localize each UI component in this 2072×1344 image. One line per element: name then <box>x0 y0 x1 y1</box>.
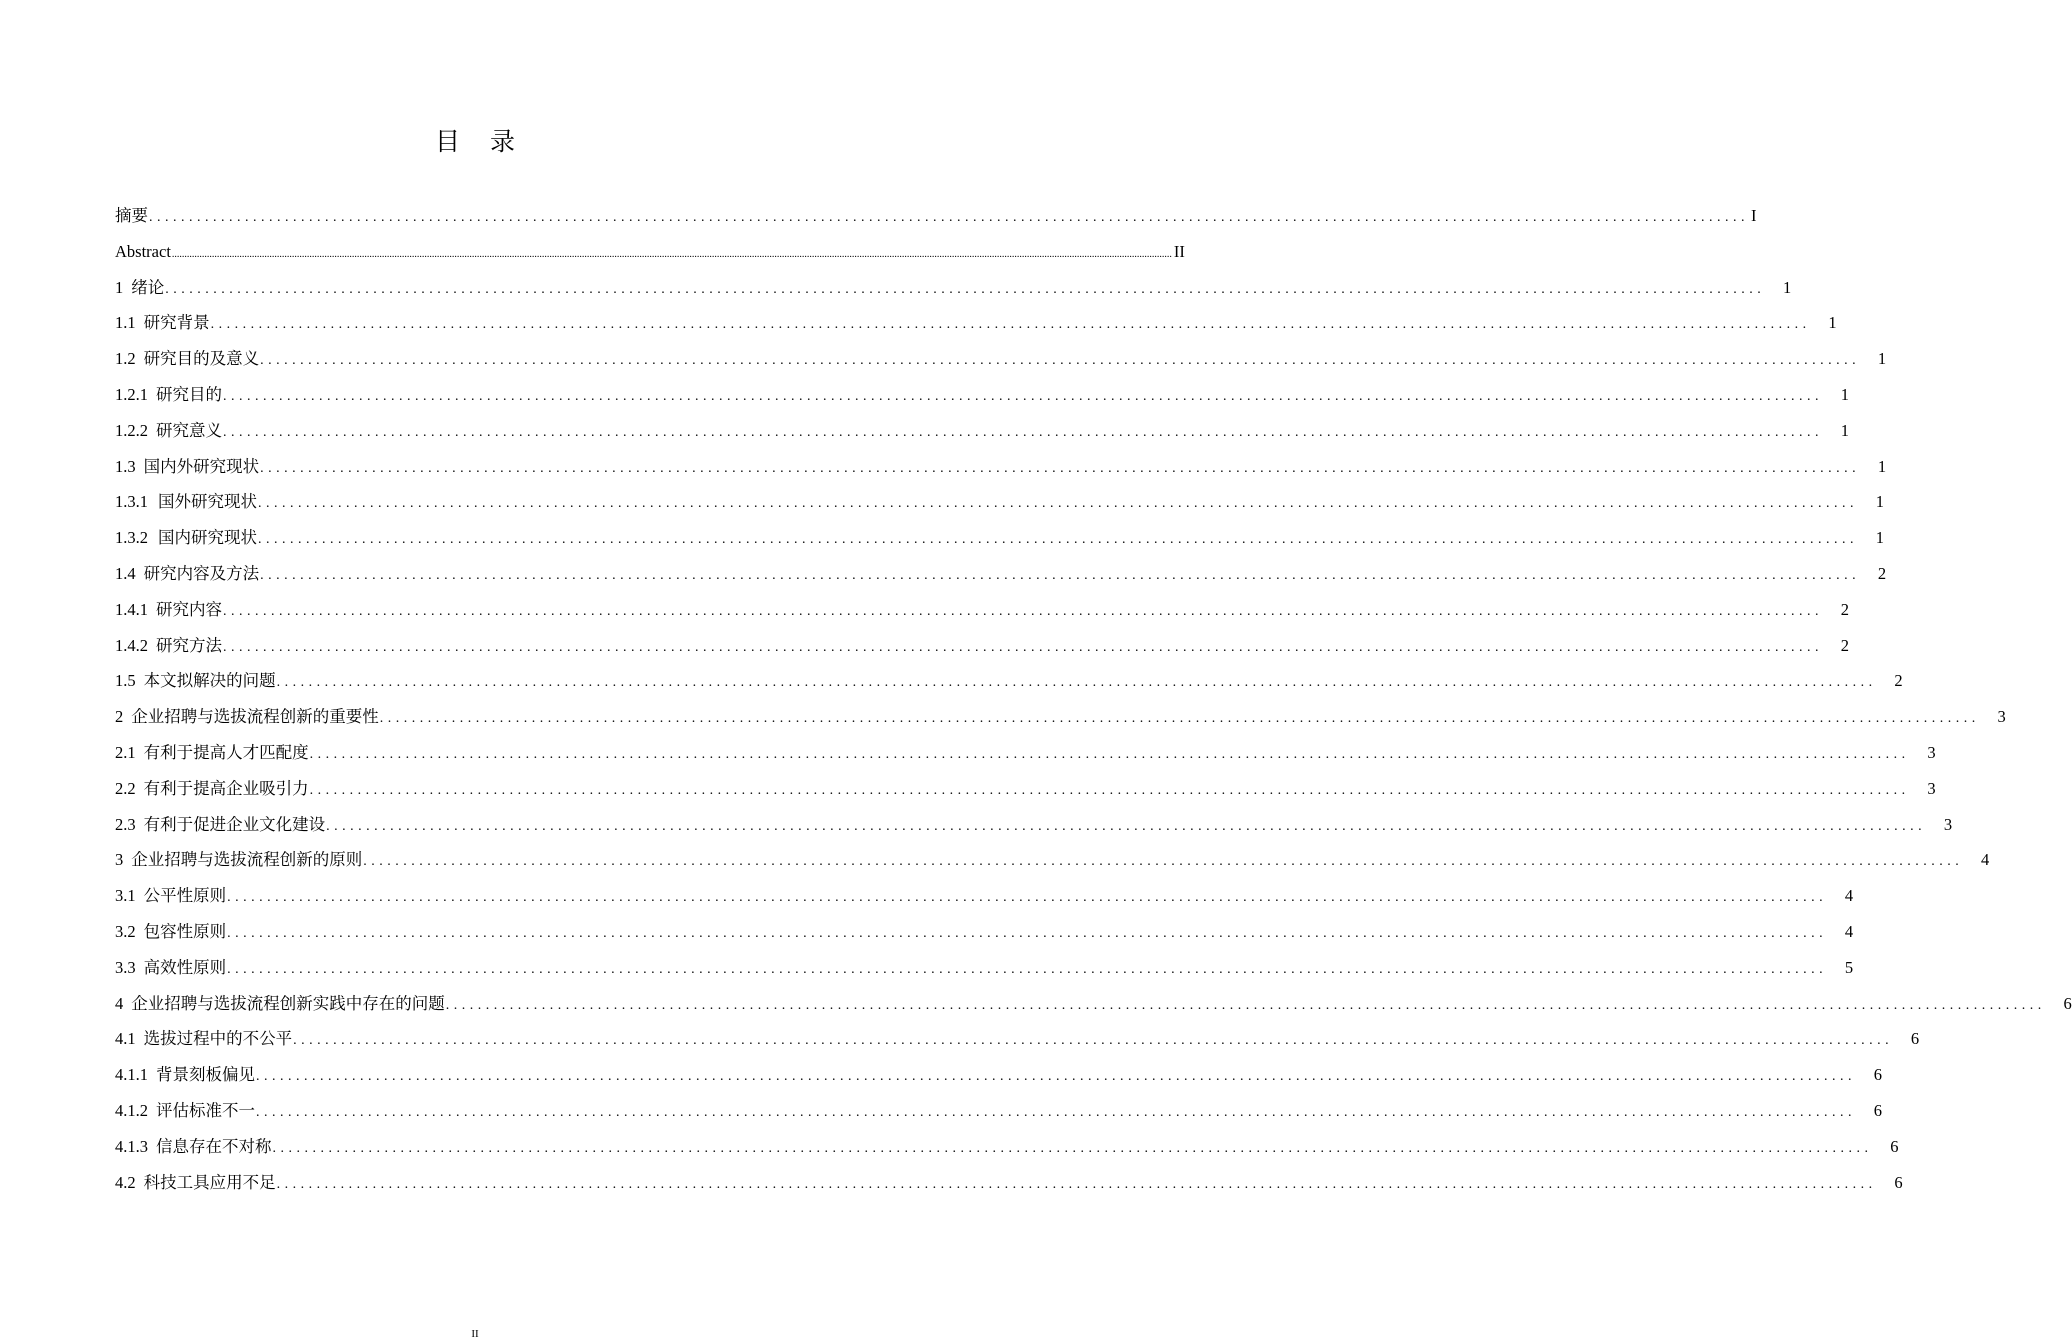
toc-entry-page: 1 <box>1783 277 1792 297</box>
toc-entry-title: 企业招聘与选拔流程创新实践中存在的问题 <box>131 993 445 1013</box>
toc-entry[interactable] <box>115 950 1854 986</box>
toc-dot-leader: ........................................................................................................................................................................................................ <box>256 1104 1856 1120</box>
toc-entry[interactable] <box>115 807 1953 843</box>
toc-entry[interactable] <box>115 305 1837 341</box>
toc-entry[interactable] <box>115 1021 1920 1057</box>
toc-dot-leader: ........................................................................................................................................................................................................ <box>258 532 1858 548</box>
toc-dot-leader: ........................................................................................................................................................................................................ <box>258 496 1858 512</box>
toc-entry-number: 2.1 <box>115 742 136 762</box>
toc-entry-title: 选拔过程中的不公平 <box>143 1029 293 1049</box>
toc-entry[interactable] <box>115 234 1185 270</box>
toc-entry[interactable] <box>115 1165 1903 1201</box>
toc-entry[interactable] <box>115 914 1854 950</box>
toc-entry-number: 4 <box>115 993 124 1013</box>
toc-entry-page: 2 <box>1840 635 1849 655</box>
toc-entry-page: 4 <box>1844 921 1854 941</box>
toc-entry-label <box>115 413 222 449</box>
toc-entry-page: 6 <box>1910 1029 1920 1049</box>
toc-entry-number: 1.5 <box>115 671 136 691</box>
toc-dot-leader: ........................................................................................................................................................................................................ <box>326 818 1927 834</box>
toc-entry-label <box>115 305 210 341</box>
toc-entry-label <box>115 950 226 986</box>
toc-entry[interactable] <box>115 413 1849 449</box>
toc-dot-leader: ........................................................................................................................................................................................................ <box>256 1069 1856 1085</box>
toc-entry-number: 4.1 <box>115 1029 136 1049</box>
toc-entry-number: 1.4 <box>115 563 136 583</box>
toc-dot-leader: ........................................................................................................................................................................................................ <box>223 603 1823 619</box>
toc-entry-number: 4.1.1 <box>115 1065 148 1085</box>
toc-dot-leader: ........................................................................................................................................................................................................ <box>293 1033 1894 1049</box>
toc-entry-label <box>115 341 259 377</box>
toc-entry-page: 3 <box>1943 814 1953 834</box>
toc-entry-number: 4.1.3 <box>115 1136 148 1156</box>
toc-dot-leader: ........................................................................................................................................................................................................ <box>260 460 1861 476</box>
toc-entry-page: 1 <box>1877 456 1887 476</box>
toc-entry-label <box>115 1129 272 1165</box>
table-of-contents <box>115 198 2072 1200</box>
toc-entry[interactable] <box>115 377 1849 413</box>
toc-entry-label <box>115 735 309 771</box>
toc-entry-number: 1.2.1 <box>115 384 148 404</box>
toc-entry-label <box>115 270 164 306</box>
toc-entry-number: 2.3 <box>115 814 136 834</box>
toc-entry-page: 1 <box>1840 420 1849 440</box>
toc-dot-leader: ........................................................................................................................................................................................................ <box>445 997 2046 1013</box>
toc-entry-number: 3.1 <box>115 886 136 906</box>
toc-entry-number: 3 <box>115 850 124 870</box>
toc-entry-title: 本文拟解决的问题 <box>143 671 276 691</box>
toc-entry-label <box>115 986 445 1022</box>
toc-entry[interactable] <box>115 556 1887 592</box>
toc-entry[interactable] <box>115 484 1884 520</box>
toc-entry-title: 摘要 <box>115 206 148 225</box>
toc-entry-title: 背景刻板偏见 <box>156 1065 255 1085</box>
toc-entry-label <box>115 1165 276 1201</box>
toc-entry-title: 企业招聘与选拔流程创新的重要性 <box>131 707 379 727</box>
toc-entry-page: 6 <box>1873 1100 1882 1120</box>
toc-entry-title: 绪论 <box>131 277 165 297</box>
toc-entry-number: 1.2 <box>115 349 136 369</box>
toc-entry-page: 1 <box>1840 384 1849 404</box>
toc-entry[interactable] <box>115 341 1887 377</box>
toc-dot-leader: ........................................................................................................................................................................................................ <box>379 711 1980 727</box>
toc-entry-page: 4 <box>1844 886 1854 906</box>
toc-entry-title: 有利于促进企业文化建设 <box>143 814 326 834</box>
toc-entry-title: 有利于提高人才匹配度 <box>143 742 309 762</box>
toc-entry-page: 4 <box>1981 850 1990 870</box>
toc-entry[interactable] <box>115 198 1757 234</box>
toc-entry-page: I <box>1751 206 1757 225</box>
toc-entry-label <box>115 556 259 592</box>
toc-entry-page: 2 <box>1840 599 1849 619</box>
toc-entry[interactable] <box>115 986 2072 1022</box>
toc-entry-label <box>115 592 222 628</box>
title-char-2: 录 <box>490 127 516 156</box>
toc-entry[interactable] <box>115 663 1903 699</box>
toc-entry-title: 国内外研究现状 <box>143 456 260 476</box>
toc-entry[interactable] <box>115 1093 1882 1129</box>
toc-dot-leader: ........................................................................................................................................................................................................ <box>227 890 1828 906</box>
toc-entry-number: 4.1.2 <box>115 1100 148 1120</box>
toc-dot-leader: ........................................................................................................................................................................................................ <box>276 675 1877 691</box>
toc-entry-number: 2 <box>115 707 124 727</box>
toc-entry-title: 信息存在不对称 <box>156 1136 272 1156</box>
toc-entry[interactable] <box>115 270 1792 306</box>
toc-entry-title: 科技工具应用不足 <box>143 1172 276 1192</box>
toc-dot-leader: ........................................................................................................................................................................................................ <box>223 639 1823 655</box>
toc-entry-title: 研究意义 <box>156 420 222 440</box>
toc-entry-title: 研究目的 <box>156 384 222 404</box>
toc-entry-page: 1 <box>1875 492 1884 512</box>
toc-entry[interactable] <box>115 735 1936 771</box>
toc-entry[interactable] <box>115 449 1887 485</box>
toc-entry[interactable] <box>115 1129 1899 1165</box>
toc-entry-title: 高效性原则 <box>143 957 227 977</box>
toc-entry[interactable] <box>115 592 1849 628</box>
toc-entry[interactable] <box>115 699 2006 735</box>
toc-entry-label <box>115 771 309 807</box>
toc-entry[interactable] <box>115 628 1849 664</box>
toc-entry-page: 1 <box>1875 528 1884 548</box>
toc-dot-leader: ........................................................................................................................................................................................................ <box>260 567 1861 583</box>
title-char-1: 目 <box>434 127 460 156</box>
toc-entry-number: 1.4.2 <box>115 635 148 655</box>
toc-entry-page: 3 <box>1927 742 1936 762</box>
toc-dot-leader: ........................................................................................................................................................................................................ <box>260 353 1861 369</box>
toc-entry-label <box>115 842 362 878</box>
toc-entry[interactable] <box>115 771 1936 807</box>
toc-entry-title: 企业招聘与选拔流程创新的原则 <box>131 850 363 870</box>
toc-entry-page: 6 <box>1890 1136 1899 1156</box>
toc-entry-number: 1.3.1 <box>115 492 148 512</box>
toc-entry[interactable] <box>115 878 1854 914</box>
toc-entry-number: 1.1 <box>115 313 136 333</box>
toc-entry-label <box>115 807 325 843</box>
toc-dot-leader: ........................................................................................................................................................................................................ <box>227 925 1828 941</box>
toc-entry-page: 3 <box>1997 707 2006 727</box>
toc-entry[interactable] <box>115 1057 1882 1093</box>
toc-entry-label <box>115 377 222 413</box>
toc-entry-number: 1.2.2 <box>115 420 148 440</box>
toc-entry-page: 3 <box>1927 778 1936 798</box>
toc-dot-leader: ........................................................................................................................................................................................................ <box>210 317 1811 333</box>
toc-entry-label <box>115 520 257 556</box>
toc-dot-leader: ........................................................................................................................................................................................................ <box>223 424 1823 440</box>
toc-entry-page: 6 <box>1894 1172 1903 1192</box>
toc-entry-number: 4.2 <box>115 1172 136 1192</box>
toc-entry-page: II <box>1173 241 1185 261</box>
toc-entry[interactable] <box>115 842 1990 878</box>
toc-entry-title: 研究目的及意义 <box>143 349 260 369</box>
toc-entry-number: 1 <box>115 277 124 297</box>
toc-entry-title: 国内研究现状 <box>158 528 257 548</box>
toc-entry-label <box>115 234 171 270</box>
toc-entry-label <box>115 1093 255 1129</box>
toc-entry-page: 5 <box>1844 957 1854 977</box>
toc-entry-label <box>115 449 259 485</box>
toc-entry-title: 研究背景 <box>143 313 210 333</box>
toc-entry-label <box>115 1057 255 1093</box>
toc-entry-page: 6 <box>1873 1065 1882 1085</box>
toc-entry-number: 2.2 <box>115 778 136 798</box>
toc-entry-label <box>115 663 276 699</box>
toc-entry[interactable] <box>115 520 1884 556</box>
footer-page-number: II <box>471 1328 479 1340</box>
toc-entry-title: 国外研究现状 <box>158 492 257 512</box>
toc-entry-label <box>115 484 257 520</box>
toc-dot-leader: ........................................................................................................................................................................................................ <box>363 854 1964 870</box>
toc-dot-leader: ........................................................................................................................................................................................................ <box>276 1176 1877 1192</box>
toc-entry-number: 1.3.2 <box>115 528 148 548</box>
toc-entry-title: 研究内容及方法 <box>143 563 260 583</box>
toc-dot-leader: ........................................................................................................................................................................................................ <box>223 388 1823 404</box>
toc-entry-title: 包容性原则 <box>143 921 227 941</box>
toc-entry-page: 2 <box>1877 563 1887 583</box>
toc-entry-number: 3.3 <box>115 957 136 977</box>
toc-entry-number: 1.4.1 <box>115 599 148 619</box>
toc-entry-label <box>115 914 226 950</box>
toc-dot-leader: ........................................................................................................................................................................................................ <box>309 782 1910 798</box>
toc-dot-leader: ........................................................................................................................................................................................................ <box>149 210 1749 225</box>
toc-entry-page: 1 <box>1828 313 1837 333</box>
toc-entry-label <box>115 198 148 234</box>
toc-entry-page: 1 <box>1877 349 1887 369</box>
toc-entry-title: 公平性原则 <box>143 886 227 906</box>
toc-entry-label <box>115 878 226 914</box>
toc-dot-leader: ........................................................................................................................................................................................................ <box>165 281 1766 297</box>
toc-dot-leader: ................................................................................................................................................................................................................................................................................................................................................................................................................ <box>171 248 1172 260</box>
toc-entry-title: 有利于提高企业吸引力 <box>143 778 309 798</box>
toc-entry-number: 3.2 <box>115 921 136 941</box>
toc-dot-leader: ........................................................................................................................................................................................................ <box>227 961 1828 977</box>
toc-entry-title: 研究内容 <box>156 599 222 619</box>
toc-entry-title: 评估标准不一 <box>156 1100 255 1120</box>
toc-entry-label <box>115 699 379 735</box>
toc-entry-title: 研究方法 <box>156 635 222 655</box>
toc-entry-label <box>115 628 222 664</box>
toc-entry-page: 6 <box>2063 993 2072 1013</box>
toc-dot-leader: ........................................................................................................................................................................................................ <box>272 1140 1873 1156</box>
toc-entry-page: 2 <box>1894 671 1903 691</box>
page-title <box>0 122 950 158</box>
toc-entry-label <box>115 1021 292 1057</box>
toc-entry-number: 1.3 <box>115 456 136 476</box>
toc-dot-leader: ........................................................................................................................................................................................................ <box>309 746 1910 762</box>
toc-entry-title: Abstract <box>115 241 171 261</box>
